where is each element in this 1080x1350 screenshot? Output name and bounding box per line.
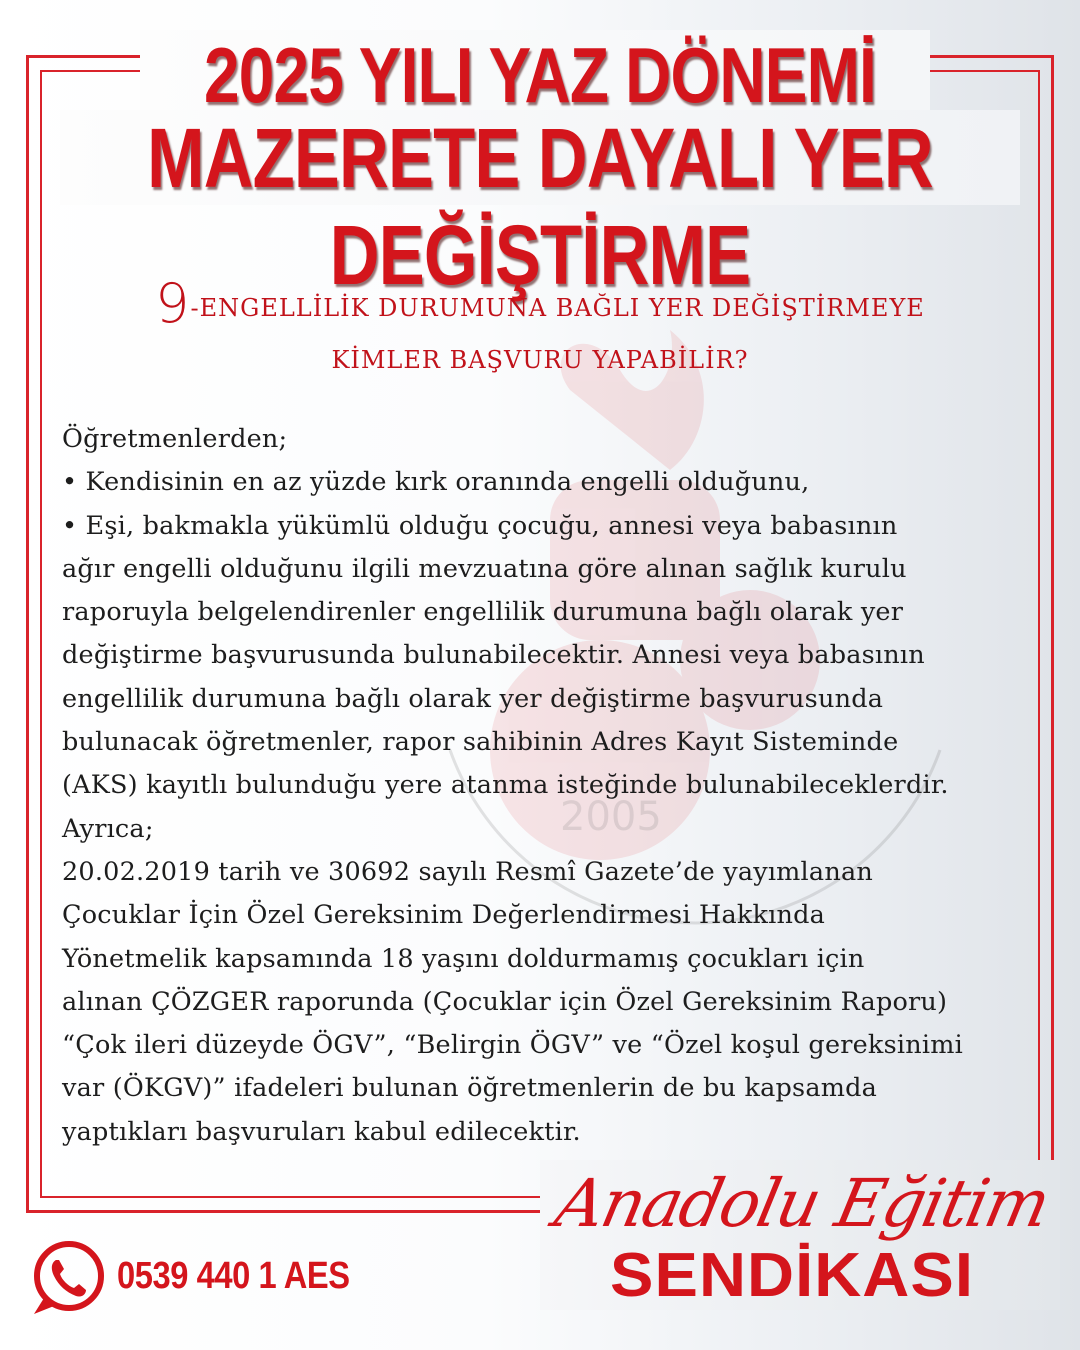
- body-line: engellilik durumuna bağlı olarak yer değiştirme başvurusunda: [62, 683, 884, 714]
- question-heading-line2: KİMLER BAŞVURU YAPABİLİR?: [331, 346, 749, 374]
- body-line: “Çok ileri düzeyde ÖGV”, “Belirgin ÖGV” ve “Özel koşul gereksinimi: [62, 1030, 963, 1061]
- watermark-year: 2005: [560, 794, 662, 840]
- brand-script: Anadolu Eğitim: [548, 1165, 1056, 1242]
- body-line: yaptıkları başvuruları kabul edilecektir.: [62, 1116, 581, 1147]
- brand-name: SENDİKASI: [610, 1241, 974, 1310]
- body-text: [62, 418, 1032, 1154]
- body-line: raporuyla belgelendirenler engellilik durumuna bağlı olarak yer: [62, 597, 904, 628]
- question-heading-text1: -ENGELLİLİK DURUMUNA BAĞLI YER DEĞİŞTİRMEYE: [190, 294, 925, 322]
- body-line: alınan ÇÖZGER raporunda (Çocuklar için Özel Gereksinim Raporu): [62, 986, 948, 1017]
- body-line: 20.02.2019 tarih ve 30692 sayılı Resmî Gazete’de yayımlanan: [62, 856, 873, 887]
- page-title-line2: MAZERETE DAYALI YER DEĞİŞTİRME: [147, 111, 933, 302]
- body-line: Yönetmelik kapsamında 18 yaşını doldurmamış çocukları için: [62, 943, 865, 974]
- phone-number[interactable]: 0539 440 1 AES: [117, 1255, 350, 1297]
- question-heading-line1: [0, 272, 1080, 335]
- page-title-line1: 2025 YILI YAZ DÖNEMİ: [203, 31, 877, 119]
- body-line: Ayrıca;: [62, 813, 154, 844]
- body-line: • Kendisinin en az yüzde kırk oranında engelli olduğunu,: [62, 467, 810, 498]
- body-line: ağır engelli olduğunu ilgili mevzuatına göre alınan sağlık kurulu: [62, 553, 907, 584]
- body-line: bulunacak öğretmenler, rapor sahibinin Adres Kayıt Sisteminde: [62, 727, 899, 758]
- body-line: Öğretmenlerden;: [62, 424, 288, 454]
- body-line: • Eşi, bakmakla yükümlü olduğu çocuğu, annesi veya babasının: [62, 510, 898, 541]
- question-number: 9: [155, 272, 191, 335]
- body-line: Çocuklar İçin Özel Gereksinim Değerlendirmesi Hakkında: [62, 900, 826, 931]
- body-line: değiştirme başvurusunda bulunabilecektir. Annesi veya babasının: [62, 640, 925, 671]
- body-line: (AKS) kayıtlı bulunduğu yere atanma isteğinde bulunabileceklerdir.: [62, 770, 949, 801]
- body-line: var (ÖKGV)” ifadeleri bulunan öğretmenlerin de bu kapsamda: [62, 1073, 878, 1104]
- whatsapp-phone-icon: [26, 1236, 108, 1318]
